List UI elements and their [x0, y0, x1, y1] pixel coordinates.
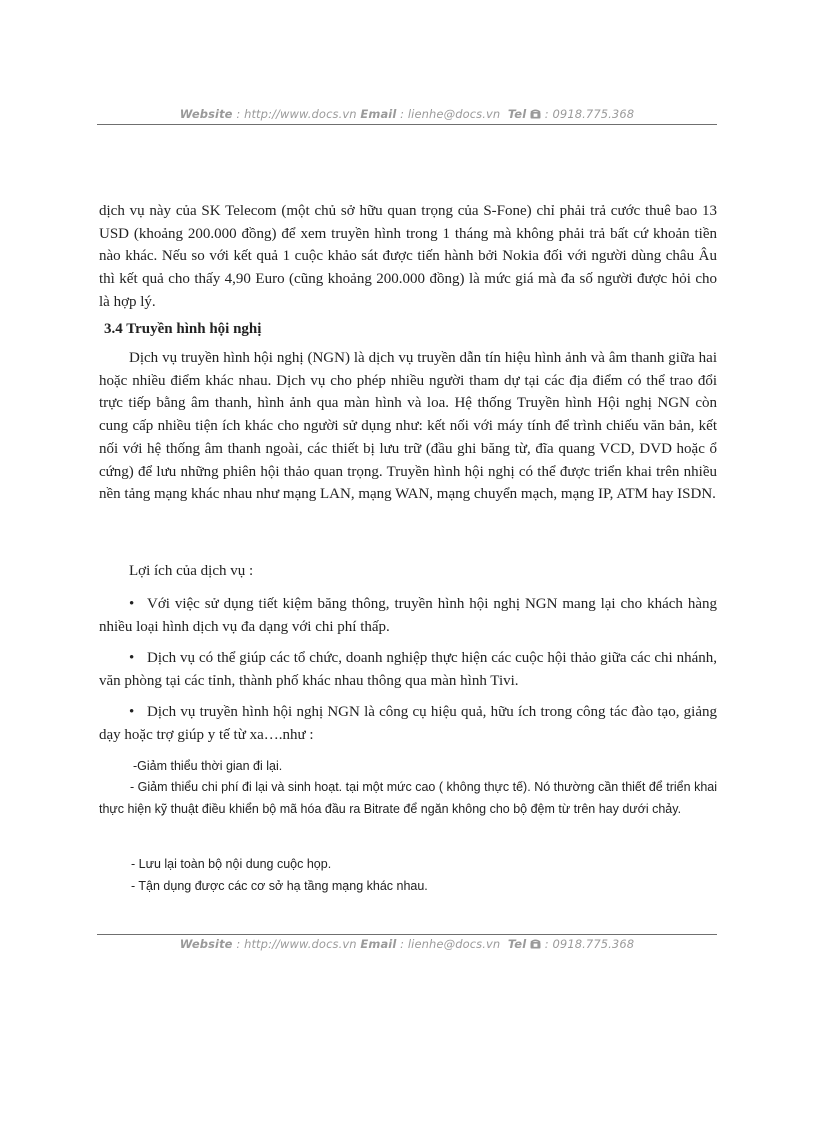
footer-email-label: Email	[360, 937, 397, 951]
benefit-item: • Với việc sử dụng tiết kiệm băng thông, truyền hình hội nghị NGN mang lại cho khách hàng nhiều loại hình dịch vụ đa dạng với chi phí thấp.	[99, 593, 717, 638]
footer-email-value[interactable]: lienhe@docs.vn	[407, 937, 501, 951]
header-divider	[97, 124, 717, 125]
page-footer: Website : http://www.docs.vn Email : lienhe@docs.vn Tel : 0918.775.368	[179, 937, 635, 951]
phone-icon	[530, 107, 541, 121]
sub-item: - Lưu lại toàn bộ nội dung cuộc họp.	[131, 857, 332, 871]
bullet-icon: •	[129, 650, 135, 666]
header-email-label: Email	[360, 107, 397, 121]
section-paragraph: Dịch vụ truyền hình hội nghị (NGN) là dịch vụ truyền dẫn tín hiệu hình ảnh và âm thanh giữa hai hoặc nhiều điểm khác nhau. Dịch vụ cho phép nhiều người tham dự tại các địa điểm có thể trao đổi trực tiếp bằng âm thanh, hình ảnh qua màn hình và loa. Hệ thống Truyền hình Hội nghị NGN còn cung cấp nhiều tiện ích khác cho người sử dụng như: kết nối với máy tính để trình chiếu văn bản, kết nối với hệ thống âm thanh ngoài, các thiết bị lưu trữ (đầu ghi băng từ, đĩa quang VCD, DVD hoặc ổ cứng) để lưu những phiên hội thảo quan trọng. Truyền hình hội nghị có thể được triển khai trên nhiều nền tảng mạng khác nhau như mạng LAN, mạng WAN, mạng chuyển mạch, mạng IP, ATM hay ISDN.	[99, 350, 717, 503]
sub-item: -Giảm thiểu thời gian đi lại.	[133, 759, 283, 773]
bullet-icon: •	[129, 596, 135, 612]
intro-paragraph: dịch vụ này của SK Telecom (một chủ sở hữu quan trọng của S-Fone) chỉ phải trả cước thuê bao 13 USD (khoảng 200.000 đồng) để xem truyền hình trong 1 tháng mà không phải trả bất cứ khoản tiền nào khác. Nếu so với kết quả 1 cuộc khảo sát được tiến hành bởi Nokia đối với người dùng châu Âu thì kết quả cho thấy 4,90 Euro (cũng khoảng 200.000 đồng) là mức giá mà đa số người được hỏi cho là hợp lý.	[99, 203, 717, 310]
footer-website-label: Website	[179, 937, 233, 951]
sub-item: - Giảm thiểu chi phí đi lại và sinh hoạt. tại một mức cao ( không thực tế). Nó thường cần thiết để triển khai thực hiện kỹ thuật điều khiển bộ mã hóa đầu ra Bitrate để ngăn không cho bộ đệm từ trên hay dưới chảy.	[99, 780, 717, 816]
benefit-item: • Dịch vụ có thể giúp các tổ chức, doanh nghiệp thực hiện các cuộc hội thảo giữa các chi nhánh, văn phòng tại các tỉnh, thành phố khác nhau thông qua màn hình Tivi.	[99, 647, 717, 692]
page-header: Website : http://www.docs.vn Email : lienhe@docs.vn Tel : 0918.775.368	[179, 107, 635, 121]
bullet-icon: •	[129, 704, 135, 720]
header-tel-value: 0918.775.368	[552, 107, 635, 121]
phone-icon	[530, 937, 541, 951]
footer-divider	[97, 934, 717, 935]
section-heading: 3.4 Truyền hình hội nghị	[104, 321, 262, 337]
footer-tel-label: Tel	[507, 937, 527, 951]
benefits-intro: Lợi ích của dịch vụ :	[129, 563, 254, 579]
footer-tel-value: 0918.775.368	[552, 937, 635, 951]
header-website-label: Website	[179, 107, 233, 121]
benefit-item: • Dịch vụ truyền hình hội nghị NGN là công cụ hiệu quả, hữu ích trong công tác đào tạo, giảng dạy hoặc trợ giúp y tế từ xa….như :	[99, 701, 717, 746]
header-email-value[interactable]: lienhe@docs.vn	[407, 107, 501, 121]
header-website-url[interactable]: http://www.docs.vn	[244, 107, 357, 121]
sub-item: - Tận dụng được các cơ sở hạ tầng mạng khác nhau.	[131, 879, 428, 893]
footer-website-url[interactable]: http://www.docs.vn	[244, 937, 357, 951]
header-tel-label: Tel	[507, 107, 527, 121]
